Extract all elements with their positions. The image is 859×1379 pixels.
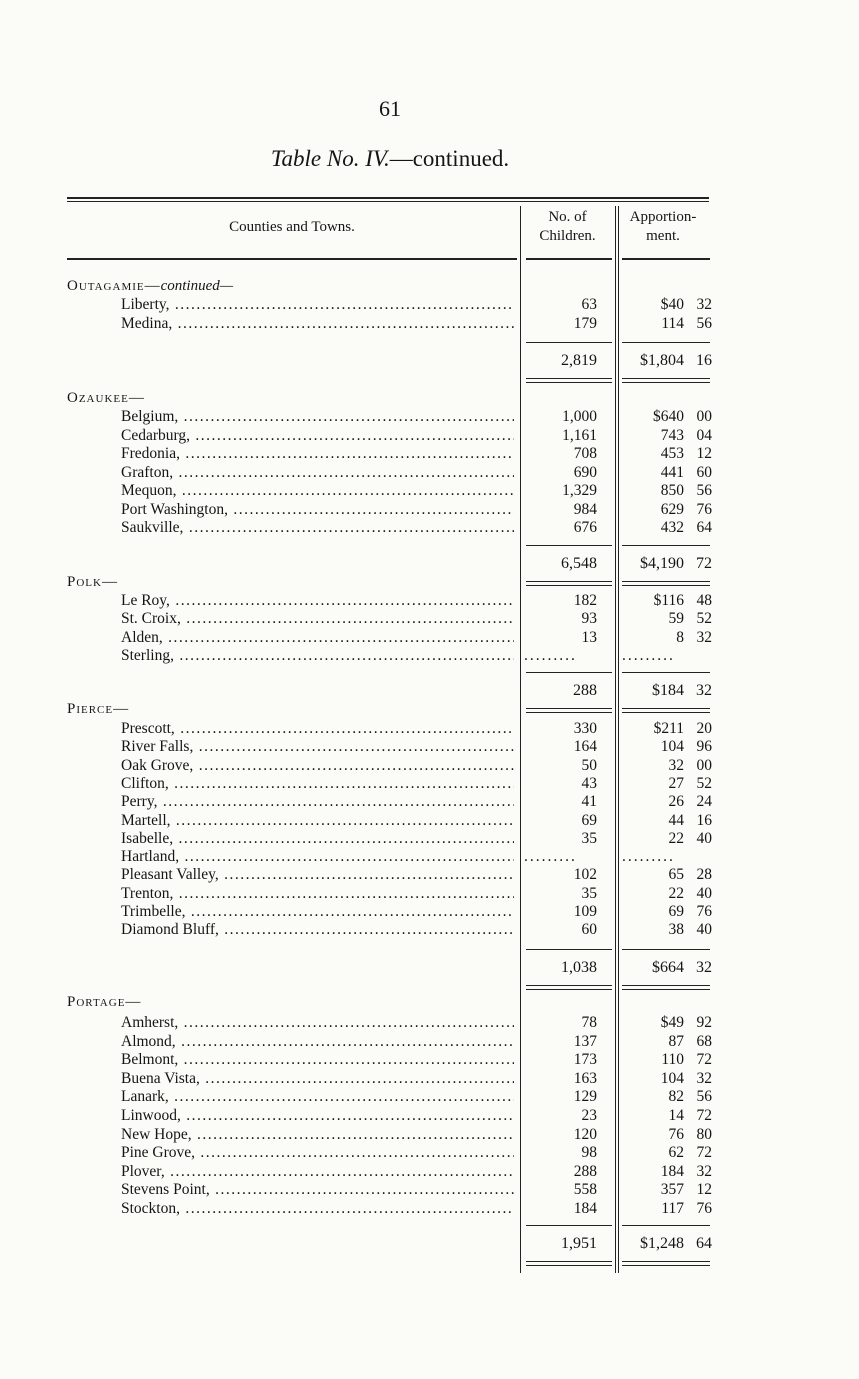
table-row bbox=[0, 1126, 859, 1144]
table-row bbox=[0, 1070, 859, 1088]
apportionment-dollars: 27 bbox=[668, 775, 684, 792]
table-row bbox=[0, 501, 859, 519]
children-count: 558 bbox=[573, 1181, 597, 1198]
town-name: Belmont, ..... bbox=[121, 1051, 514, 1069]
apportionment-cents: 40 bbox=[696, 830, 712, 847]
total-double-rule-children bbox=[526, 585, 612, 586]
table-row bbox=[0, 812, 859, 830]
total-cents: 32 bbox=[696, 959, 712, 976]
table-row bbox=[0, 445, 859, 463]
header-children bbox=[520, 208, 615, 246]
children-count: 23 bbox=[581, 1107, 597, 1124]
apportionment-cents: 48 bbox=[696, 592, 712, 609]
children-count: 120 bbox=[573, 1126, 597, 1143]
town-name: Trimbelle, ..... bbox=[121, 903, 514, 921]
apportionment-dollars: 76 bbox=[668, 1126, 684, 1143]
children-count: 182 bbox=[573, 592, 597, 609]
apportionment-dollars: 26 bbox=[668, 793, 684, 810]
table-row bbox=[0, 793, 859, 811]
county-name: Polk— bbox=[67, 574, 118, 590]
county-note: continued— bbox=[160, 278, 234, 294]
table-row bbox=[0, 757, 859, 775]
town-name: Diamond Bluff, ..... bbox=[121, 921, 514, 939]
apportionment-cents: 80 bbox=[696, 1126, 712, 1143]
table-row bbox=[0, 1181, 859, 1199]
children-count: 50 bbox=[581, 757, 597, 774]
total-double-rule-children bbox=[526, 1265, 612, 1266]
table-row bbox=[0, 296, 859, 314]
apportionment-cents: 72 bbox=[696, 1144, 712, 1161]
county-heading bbox=[67, 389, 145, 407]
subtotal-rule-children bbox=[526, 545, 612, 546]
total-double-rule-apportionment bbox=[622, 1265, 710, 1266]
apportionment-dollars: 44 bbox=[668, 812, 684, 829]
apportionment-dollars: 104 bbox=[660, 738, 684, 755]
table-row bbox=[0, 1014, 859, 1032]
apportionment-dollars: 117 bbox=[661, 1200, 684, 1217]
total-double-rule-children bbox=[526, 985, 612, 986]
table-row bbox=[0, 1033, 859, 1051]
table-row bbox=[0, 738, 859, 756]
town-name: Alden, ..... bbox=[121, 629, 514, 647]
apportionment-dollars: 104 bbox=[660, 1070, 684, 1087]
header-apportionment bbox=[616, 208, 710, 246]
children-count: 179 bbox=[573, 315, 597, 332]
table-row bbox=[0, 1163, 859, 1181]
table-row bbox=[0, 1144, 859, 1162]
table-row bbox=[0, 315, 859, 333]
table-row bbox=[0, 427, 859, 445]
total-dollars: $664 bbox=[652, 959, 684, 976]
county-name: Pierce— bbox=[67, 701, 130, 717]
total-double-rule-children bbox=[526, 708, 612, 709]
children-count: 184 bbox=[573, 1200, 597, 1217]
county-heading bbox=[67, 700, 129, 718]
header-apportionment-line2: ment. bbox=[646, 228, 680, 244]
apportionment-cents: 32 bbox=[696, 296, 712, 313]
subtotal-rule-children bbox=[526, 342, 612, 343]
children-count: 102 bbox=[573, 866, 597, 883]
apportionment-cents: 72 bbox=[696, 1107, 712, 1124]
total-double-rule-children bbox=[526, 382, 612, 383]
apportionment-dollars: 357 bbox=[660, 1181, 684, 1198]
town-name: New Hope, ..... bbox=[121, 1126, 514, 1144]
apportionment-cents: 04 bbox=[696, 427, 712, 444]
apportionment-dollars: $211 bbox=[653, 720, 684, 737]
children-count: 1,000 bbox=[562, 408, 597, 425]
apportionment-cents: 32 bbox=[696, 629, 712, 646]
table-title-rest: —continued. bbox=[389, 146, 510, 171]
subtotal-rule-apportionment bbox=[622, 1225, 710, 1226]
table-row bbox=[0, 482, 859, 500]
apportionment-dollars: 69 bbox=[668, 903, 684, 920]
table-title-italic: Table No. IV. bbox=[270, 146, 390, 171]
children-count: 93 bbox=[581, 610, 597, 627]
apportionment-cents: 00 bbox=[696, 408, 712, 425]
header-bottom-rule bbox=[67, 258, 517, 260]
apportionment-cents: 40 bbox=[696, 921, 712, 938]
children-count: 41 bbox=[581, 793, 597, 810]
apportionment-cents: 76 bbox=[696, 501, 712, 518]
total-double-rule-apportionment bbox=[622, 382, 710, 383]
town-name: Cedarburg, ..... bbox=[121, 427, 514, 445]
subtotal-rule-apportionment bbox=[622, 949, 710, 950]
children-count: 330 bbox=[573, 720, 597, 737]
children-count: 708 bbox=[573, 445, 597, 462]
town-name: Isabelle, ..... bbox=[121, 830, 514, 848]
table-row bbox=[0, 1107, 859, 1125]
total-children: 6,548 bbox=[561, 555, 597, 572]
apportionment-dollars: 32 bbox=[668, 757, 684, 774]
total-dollars: $1,804 bbox=[640, 352, 684, 369]
table-row bbox=[0, 885, 859, 903]
apportionment-dollars: 629 bbox=[660, 501, 684, 518]
children-count: 984 bbox=[573, 501, 597, 518]
town-name: Stockton, ..... bbox=[121, 1200, 514, 1218]
apportionment-cents: 56 bbox=[696, 1088, 712, 1105]
total-cents: 72 bbox=[696, 555, 712, 572]
town-name: Hartland, ..... bbox=[121, 848, 514, 866]
children-count: 1,161 bbox=[562, 427, 597, 444]
apportionment-dollars: 82 bbox=[668, 1088, 684, 1105]
apportionment-cents: 56 bbox=[696, 315, 712, 332]
town-name: Stevens Point, ..... bbox=[121, 1181, 514, 1199]
apportionment-cents: 28 bbox=[696, 866, 712, 883]
total-double-rule-apportionment bbox=[622, 378, 710, 379]
table-title bbox=[0, 146, 780, 172]
total-double-rule-apportionment bbox=[622, 712, 710, 713]
header-bottom-rule-apportionment bbox=[622, 258, 710, 260]
apportionment-cents: 52 bbox=[696, 775, 712, 792]
page-number: 61 bbox=[379, 96, 401, 121]
town-name: River Falls, ..... bbox=[121, 738, 514, 756]
apportionment-cents: 32 bbox=[696, 1163, 712, 1180]
table-row bbox=[0, 903, 859, 921]
table-row bbox=[0, 592, 859, 610]
children-count: 63 bbox=[581, 296, 597, 313]
total-children: 288 bbox=[573, 682, 597, 699]
table-row bbox=[0, 519, 859, 537]
apportionment-cents: 76 bbox=[696, 1200, 712, 1217]
children-count: 163 bbox=[573, 1070, 597, 1087]
subtotal-rule-apportionment bbox=[622, 672, 710, 673]
children-count: 69 bbox=[581, 812, 597, 829]
apportionment-dollars: 184 bbox=[660, 1163, 684, 1180]
table-row bbox=[0, 1051, 859, 1069]
subtotal-rule-children bbox=[526, 949, 612, 950]
table-row bbox=[0, 866, 859, 884]
town-name: Almond, ..... bbox=[121, 1033, 514, 1051]
children-count: 129 bbox=[573, 1088, 597, 1105]
apportionment-cents: 24 bbox=[696, 793, 712, 810]
children-count: 137 bbox=[573, 1033, 597, 1050]
county-heading bbox=[67, 993, 141, 1011]
header-children-line1: No. of bbox=[548, 209, 587, 225]
children-count: 109 bbox=[573, 903, 597, 920]
apportionment-dollars: 22 bbox=[668, 885, 684, 902]
total-row bbox=[0, 352, 859, 370]
town-name: Trenton, ..... bbox=[121, 885, 514, 903]
total-double-rule-apportionment bbox=[622, 989, 710, 990]
apportionment-dollars: 114 bbox=[661, 315, 684, 332]
table-row bbox=[0, 921, 859, 939]
total-double-rule-apportionment bbox=[622, 581, 710, 582]
total-children: 2,819 bbox=[561, 352, 597, 369]
total-children: 1,038 bbox=[561, 959, 597, 976]
town-name: Perry, ..... bbox=[121, 793, 514, 811]
town-name: Buena Vista, ..... bbox=[121, 1070, 514, 1088]
town-name: Martell, ..... bbox=[121, 812, 514, 830]
apportionment-dollars: 8 bbox=[676, 629, 684, 646]
total-double-rule-children bbox=[526, 581, 612, 582]
town-name: Linwood, ..... bbox=[121, 1107, 514, 1125]
apportionment-dollars: 65 bbox=[668, 866, 684, 883]
subtotal-rule-apportionment bbox=[622, 342, 710, 343]
town-name: Prescott, ..... bbox=[121, 720, 514, 738]
total-row bbox=[0, 1235, 859, 1253]
table-row bbox=[0, 464, 859, 482]
header-counties-towns: Counties and Towns. bbox=[229, 219, 355, 235]
apportionment-cents: 56 bbox=[696, 482, 712, 499]
apportionment-cents: 16 bbox=[696, 812, 712, 829]
children-count: 1,329 bbox=[562, 482, 597, 499]
total-double-rule-apportionment bbox=[622, 1261, 710, 1262]
town-name: Clifton, ..... bbox=[121, 775, 514, 793]
table-row bbox=[0, 1088, 859, 1106]
apportionment-dollars: 38 bbox=[668, 921, 684, 938]
total-row bbox=[0, 555, 859, 573]
apportionment-dollars: 87 bbox=[668, 1033, 684, 1050]
town-name: Saukville, ..... bbox=[121, 519, 514, 537]
county-name: Portage— bbox=[67, 994, 142, 1010]
apportionment-dollars: 453 bbox=[660, 445, 684, 462]
apportionment-dollars: 432 bbox=[660, 519, 684, 536]
town-name: Amherst, ..... bbox=[121, 1014, 514, 1032]
apportionment-dollars: 14 bbox=[668, 1107, 684, 1124]
apportionment-cents: 20 bbox=[696, 720, 712, 737]
town-name: Sterling, ..... bbox=[121, 647, 514, 665]
children-count: 60 bbox=[581, 921, 597, 938]
table-row bbox=[0, 720, 859, 738]
total-double-rule-children bbox=[526, 989, 612, 990]
apportionment-dollars: 441 bbox=[660, 464, 684, 481]
apportionment-cents: 12 bbox=[696, 1181, 712, 1198]
town-name: Mequon, ..... bbox=[121, 482, 514, 500]
table-row bbox=[0, 775, 859, 793]
county-name: Outagamie— bbox=[67, 278, 161, 294]
apportionment-dollars: ......... bbox=[622, 848, 675, 865]
children-count: 690 bbox=[573, 464, 597, 481]
table-row bbox=[0, 848, 859, 866]
apportionment-dollars: 22 bbox=[668, 830, 684, 847]
children-count: 43 bbox=[581, 775, 597, 792]
town-name: Medina, ..... bbox=[121, 315, 514, 333]
total-double-rule-children bbox=[526, 378, 612, 379]
children-count: 173 bbox=[573, 1051, 597, 1068]
children-count: 164 bbox=[573, 738, 597, 755]
total-cents: 64 bbox=[696, 1235, 712, 1252]
apportionment-cents: 12 bbox=[696, 445, 712, 462]
total-double-rule-apportionment bbox=[622, 985, 710, 986]
county-heading bbox=[67, 573, 118, 591]
children-count: 676 bbox=[573, 519, 597, 536]
subtotal-rule-children bbox=[526, 1225, 612, 1226]
top-rule-thin bbox=[67, 201, 709, 202]
header-bottom-rule-children bbox=[526, 258, 612, 260]
total-dollars: $4,190 bbox=[640, 555, 684, 572]
subtotal-rule-children bbox=[526, 672, 612, 673]
header-children-line2: Children. bbox=[539, 228, 596, 244]
apportionment-dollars: 59 bbox=[668, 610, 684, 627]
apportionment-dollars: 743 bbox=[660, 427, 684, 444]
apportionment-cents: 76 bbox=[696, 903, 712, 920]
town-name: Plover, ..... bbox=[121, 1163, 514, 1181]
apportionment-dollars: $49 bbox=[660, 1014, 684, 1031]
children-count: 35 bbox=[581, 830, 597, 847]
town-name: Pleasant Valley, ..... bbox=[121, 866, 514, 884]
town-name: Liberty, ..... bbox=[121, 296, 514, 314]
town-name: Le Roy, ..... bbox=[121, 592, 514, 610]
total-cents: 32 bbox=[696, 682, 712, 699]
header-apportionment-line1: Apportion- bbox=[629, 209, 697, 225]
total-dollars: $184 bbox=[652, 682, 684, 699]
town-name: Grafton, ..... bbox=[121, 464, 514, 482]
children-count: 78 bbox=[581, 1014, 597, 1031]
apportionment-dollars: 62 bbox=[668, 1144, 684, 1161]
subtotal-rule-apportionment bbox=[622, 545, 710, 546]
apportionment-cents: 72 bbox=[696, 1051, 712, 1068]
table-row bbox=[0, 610, 859, 628]
town-name: Belgium, ..... bbox=[121, 408, 514, 426]
total-row bbox=[0, 682, 859, 700]
total-double-rule-apportionment bbox=[622, 708, 710, 709]
table-row bbox=[0, 1200, 859, 1218]
apportionment-cents: 64 bbox=[696, 519, 712, 536]
children-count: ......... bbox=[524, 848, 577, 865]
children-count: 98 bbox=[581, 1144, 597, 1161]
apportionment-cents: 60 bbox=[696, 464, 712, 481]
apportionment-cents: 92 bbox=[696, 1014, 712, 1031]
table-row bbox=[0, 408, 859, 426]
children-count: ......... bbox=[524, 647, 577, 664]
town-name: Pine Grove, ..... bbox=[121, 1144, 514, 1162]
children-count: 35 bbox=[581, 885, 597, 902]
table-row bbox=[0, 629, 859, 647]
table-row bbox=[0, 647, 859, 665]
table-row bbox=[0, 830, 859, 848]
children-count: 13 bbox=[581, 629, 597, 646]
total-row bbox=[0, 959, 859, 977]
apportionment-cents: 00 bbox=[696, 757, 712, 774]
total-double-rule-children bbox=[526, 1261, 612, 1262]
apportionment-cents: 68 bbox=[696, 1033, 712, 1050]
apportionment-cents: 32 bbox=[696, 1070, 712, 1087]
county-name: Ozaukee— bbox=[67, 390, 145, 406]
town-name: Oak Grove, ..... bbox=[121, 757, 514, 775]
total-dollars: $1,248 bbox=[640, 1235, 684, 1252]
apportionment-dollars: ......... bbox=[622, 647, 675, 664]
apportionment-dollars: $40 bbox=[660, 296, 684, 313]
total-double-rule-apportionment bbox=[622, 585, 710, 586]
apportionment-dollars: $116 bbox=[653, 592, 684, 609]
total-double-rule-children bbox=[526, 712, 612, 713]
total-cents: 16 bbox=[696, 352, 712, 369]
top-rule-thick bbox=[67, 197, 709, 199]
town-name: Fredonia, ..... bbox=[121, 445, 514, 463]
town-name: Lanark, ..... bbox=[121, 1088, 514, 1106]
children-count: 288 bbox=[573, 1163, 597, 1180]
apportionment-dollars: 850 bbox=[660, 482, 684, 499]
apportionment-cents: 40 bbox=[696, 885, 712, 902]
town-name: Port Washington, ..... bbox=[121, 501, 514, 519]
county-heading bbox=[67, 277, 233, 295]
apportionment-dollars: 110 bbox=[661, 1051, 684, 1068]
apportionment-cents: 96 bbox=[696, 738, 712, 755]
town-name: St. Croix, ..... bbox=[121, 610, 514, 628]
apportionment-cents: 52 bbox=[696, 610, 712, 627]
apportionment-dollars: $640 bbox=[653, 408, 684, 425]
total-children: 1,951 bbox=[561, 1235, 597, 1252]
